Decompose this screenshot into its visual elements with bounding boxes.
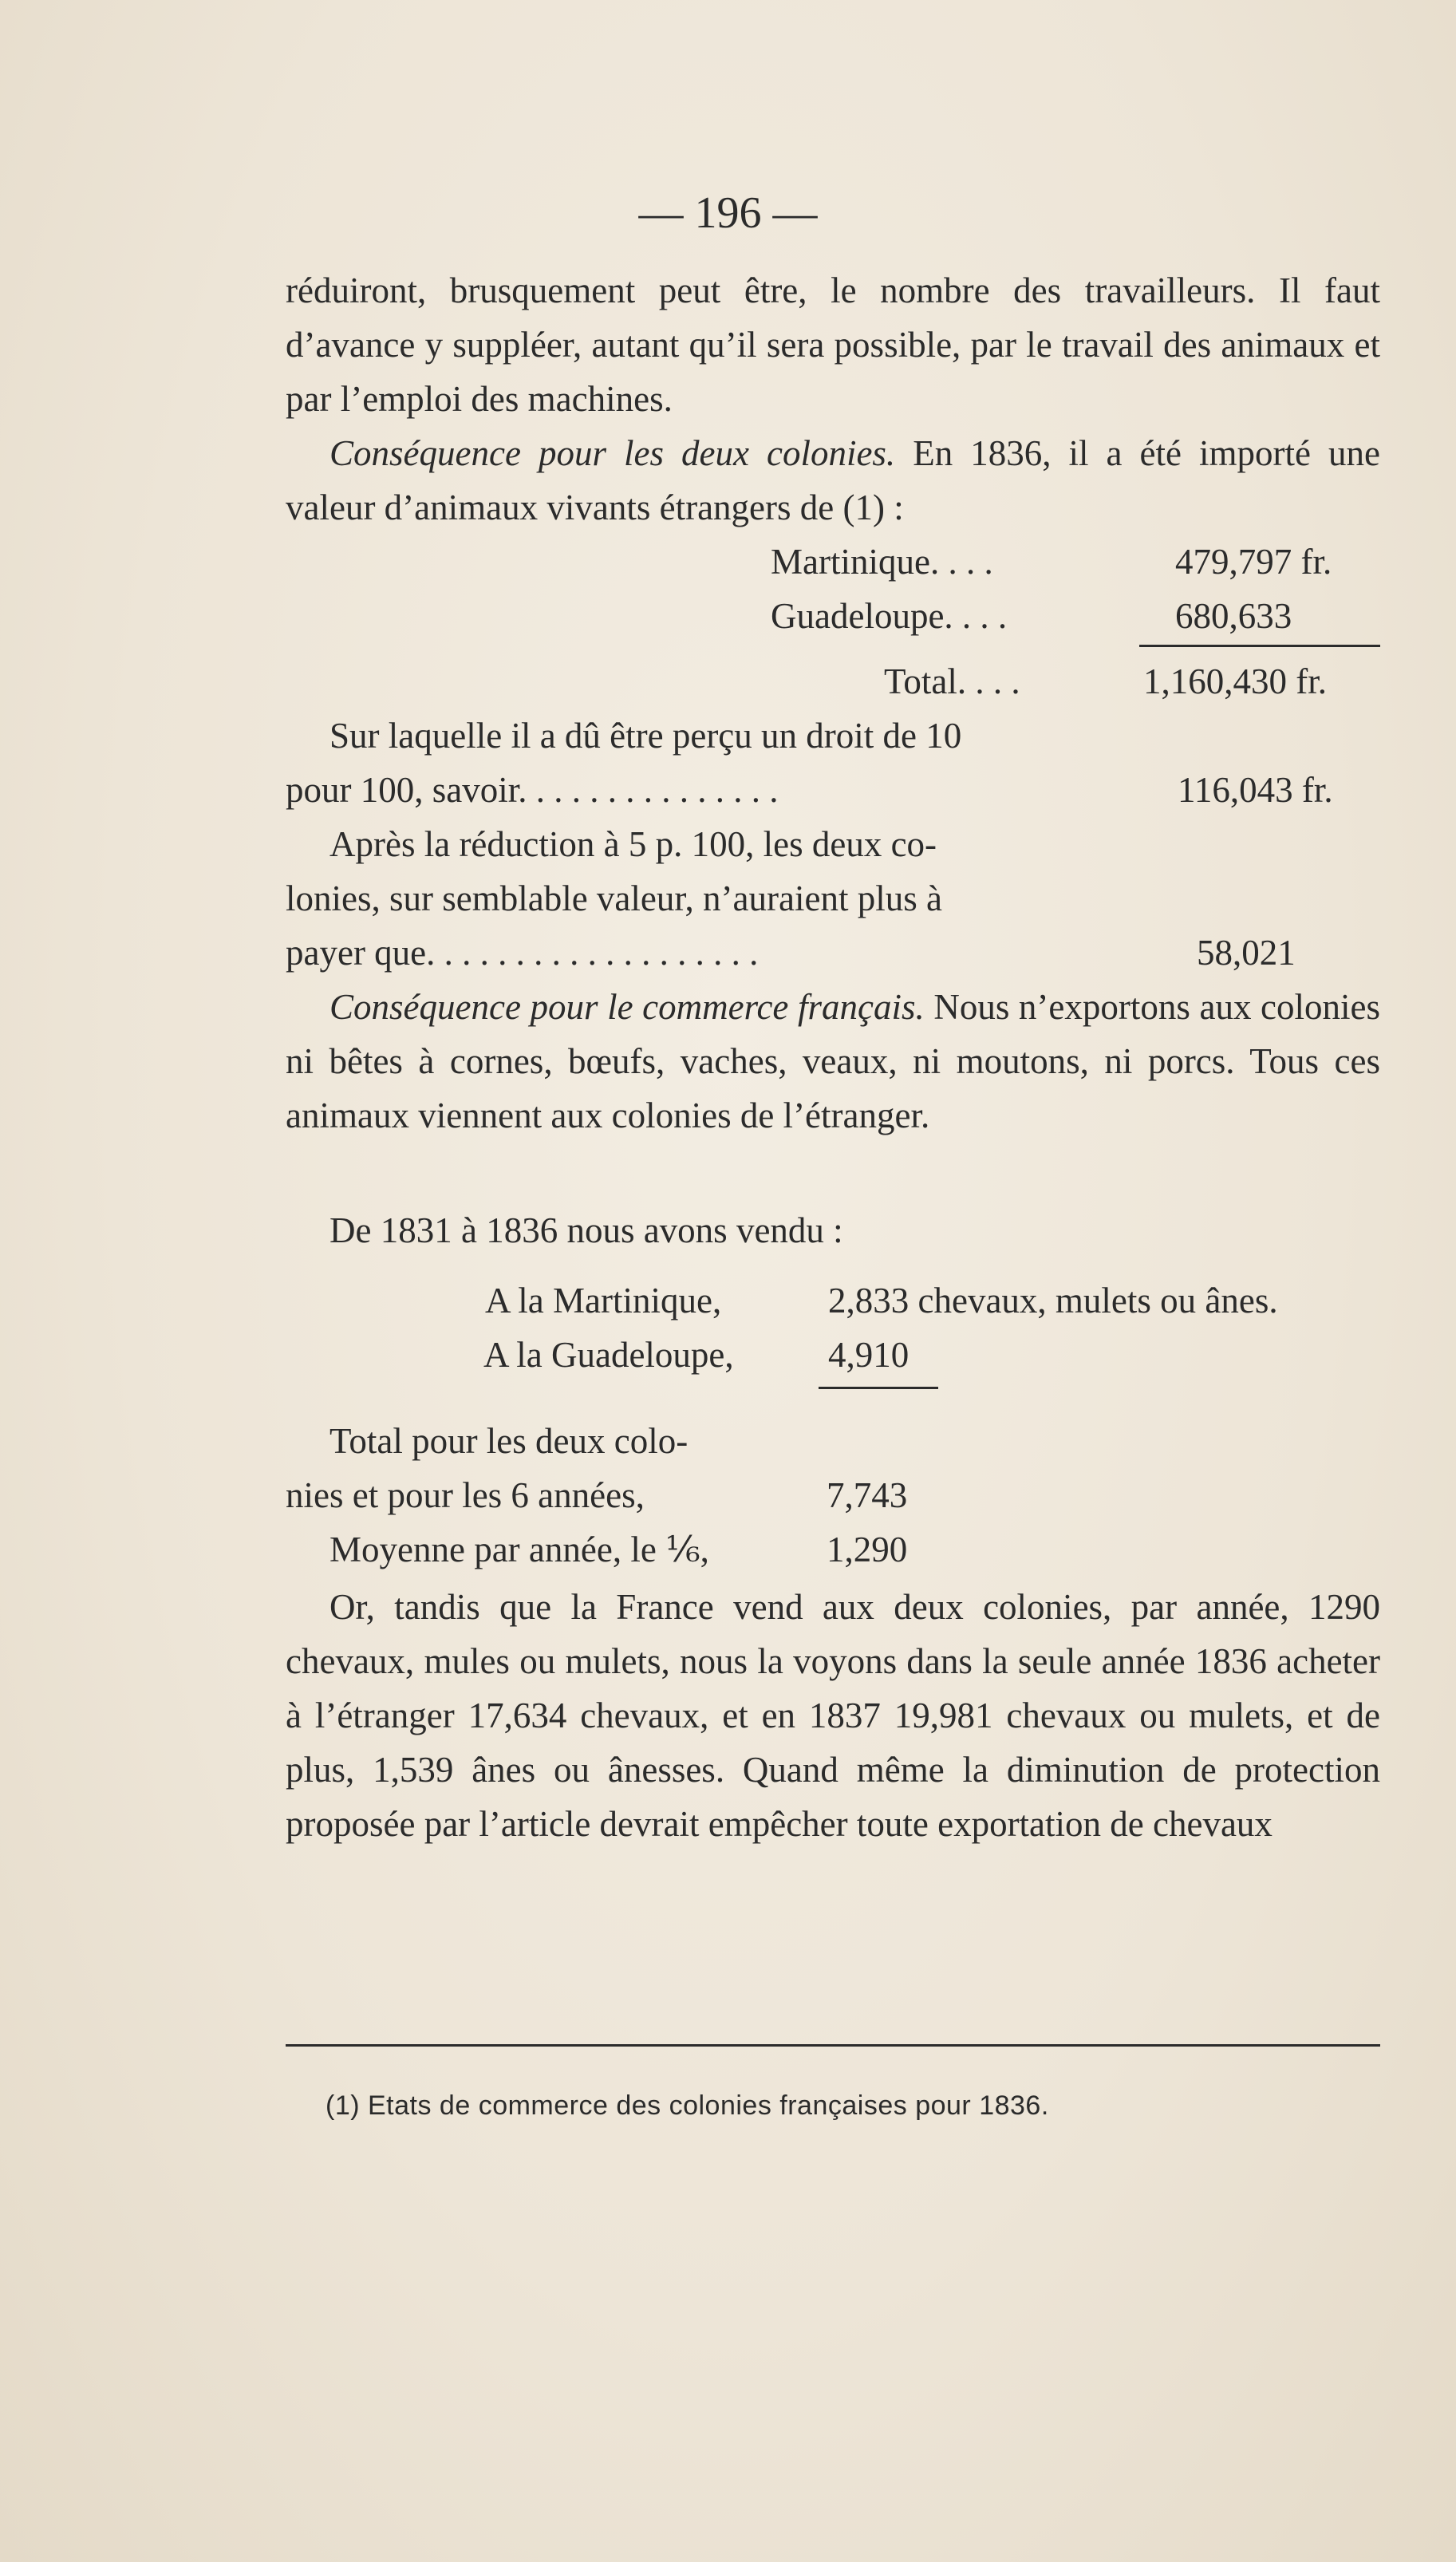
- import-row-guadeloupe: [286, 589, 1380, 643]
- sales-row-martinique: [286, 1261, 1380, 1328]
- footnote-rule: [286, 2044, 1380, 2047]
- reduction-row-1: [286, 817, 1380, 871]
- duty-text: Sur laquelle il a dû être perçu un droit de 10: [329, 716, 962, 756]
- import-row-martinique: [286, 535, 1380, 589]
- paragraph-3: [286, 980, 1380, 1197]
- reduction-text: lonies, sur semblable valeur, n’auraient plus à: [286, 878, 942, 918]
- sold-intro-row: [286, 1197, 1380, 1261]
- total2-text: Total pour les deux colo-: [329, 1421, 689, 1461]
- duty-row-1: [286, 709, 1380, 763]
- sales-label: A la Martinique,: [485, 1281, 722, 1320]
- import-value: 479,797 fr.: [1175, 542, 1332, 582]
- paragraph-1: réduiront, brusquement peut être, le nombre des travailleurs. Il faut d’avance y suppléer, autant qu’il sera possible, par le travail des animaux et par l’emploi des machines.: [286, 270, 1380, 419]
- sales-value: 4,910: [828, 1335, 910, 1375]
- footnote: (1) Etats de commerce des colonies françaises pour 1836.: [326, 2090, 1049, 2121]
- average-row: [286, 1513, 1380, 1567]
- sales-value: 2,833 chevaux, mulets ou ânes.: [828, 1281, 1278, 1320]
- reduction-row-3: [286, 926, 1380, 980]
- import-total-row: [286, 643, 1380, 709]
- page-body: [286, 263, 1380, 1851]
- sales-label: A la Guadeloupe,: [483, 1335, 734, 1375]
- average-value: 1,290: [827, 1530, 908, 1569]
- reduction-text: payer que. . . . . . . . . . . . . . . . . . .: [286, 933, 759, 973]
- import-label: Martinique. . . .: [771, 542, 993, 582]
- import-label: Guadeloupe. . . .: [771, 596, 1008, 636]
- paragraph-4: Or, tandis que la France vend aux deux colonies, par année, 1290 chevaux, mules ou mulets, nous la voyons dans la seule année 1836 acheter à l’étranger 17,634 chevaux, et en 1837 19,981 chevaux ou mulets, et de plus, 1,539 ânes ou ânesses. Quand même la diminution de protection proposée par l’article devrait empêcher toute exportation de chevaux: [286, 1587, 1380, 1844]
- reduction-value: 58,021: [1197, 933, 1296, 973]
- paragraph-2-heading: Conséquence pour les deux colonies.: [329, 433, 896, 473]
- duty-text: pour 100, savoir. . . . . . . . . . . . . . .: [286, 770, 779, 810]
- paragraph-2-text: En 1836, il a été importé une valeur d’animaux vivants étrangers de (1) :: [286, 433, 1380, 527]
- total2-row-2: [286, 1459, 1380, 1513]
- paragraph-2: [286, 426, 1380, 535]
- total2-value: 7,743: [827, 1475, 908, 1515]
- duty-row-2: [286, 763, 1380, 817]
- paragraph-3-text: Nous n’exportons aux colonies ni bêtes à cornes, bœufs, vaches, veaux, ni moutons, ni porcs. Tous ces animaux viennent aux colonies de l’étranger.: [286, 987, 1381, 1135]
- sales-row-guadeloupe: [286, 1328, 1380, 1382]
- sold-intro: De 1831 à 1836 nous avons vendu :: [329, 1210, 843, 1250]
- total-value: 1,160,430 fr.: [1143, 661, 1327, 701]
- total2-row-1: [286, 1382, 1380, 1459]
- page-number: — 196 —: [638, 188, 818, 238]
- reduction-row-2: [286, 871, 1380, 926]
- reduction-text: Après la réduction à 5 p. 100, les deux co-: [329, 824, 937, 864]
- paragraph-3-heading: Conséquence pour le commerce français.: [329, 987, 925, 1027]
- total-label: Total. . . .: [884, 661, 1020, 701]
- import-value: 680,633: [1175, 596, 1292, 636]
- duty-value: 116,043 fr.: [1178, 770, 1333, 810]
- average-label: Moyenne par année, le ⅙,: [329, 1530, 709, 1569]
- total2-text: nies et pour les 6 années,: [286, 1475, 645, 1515]
